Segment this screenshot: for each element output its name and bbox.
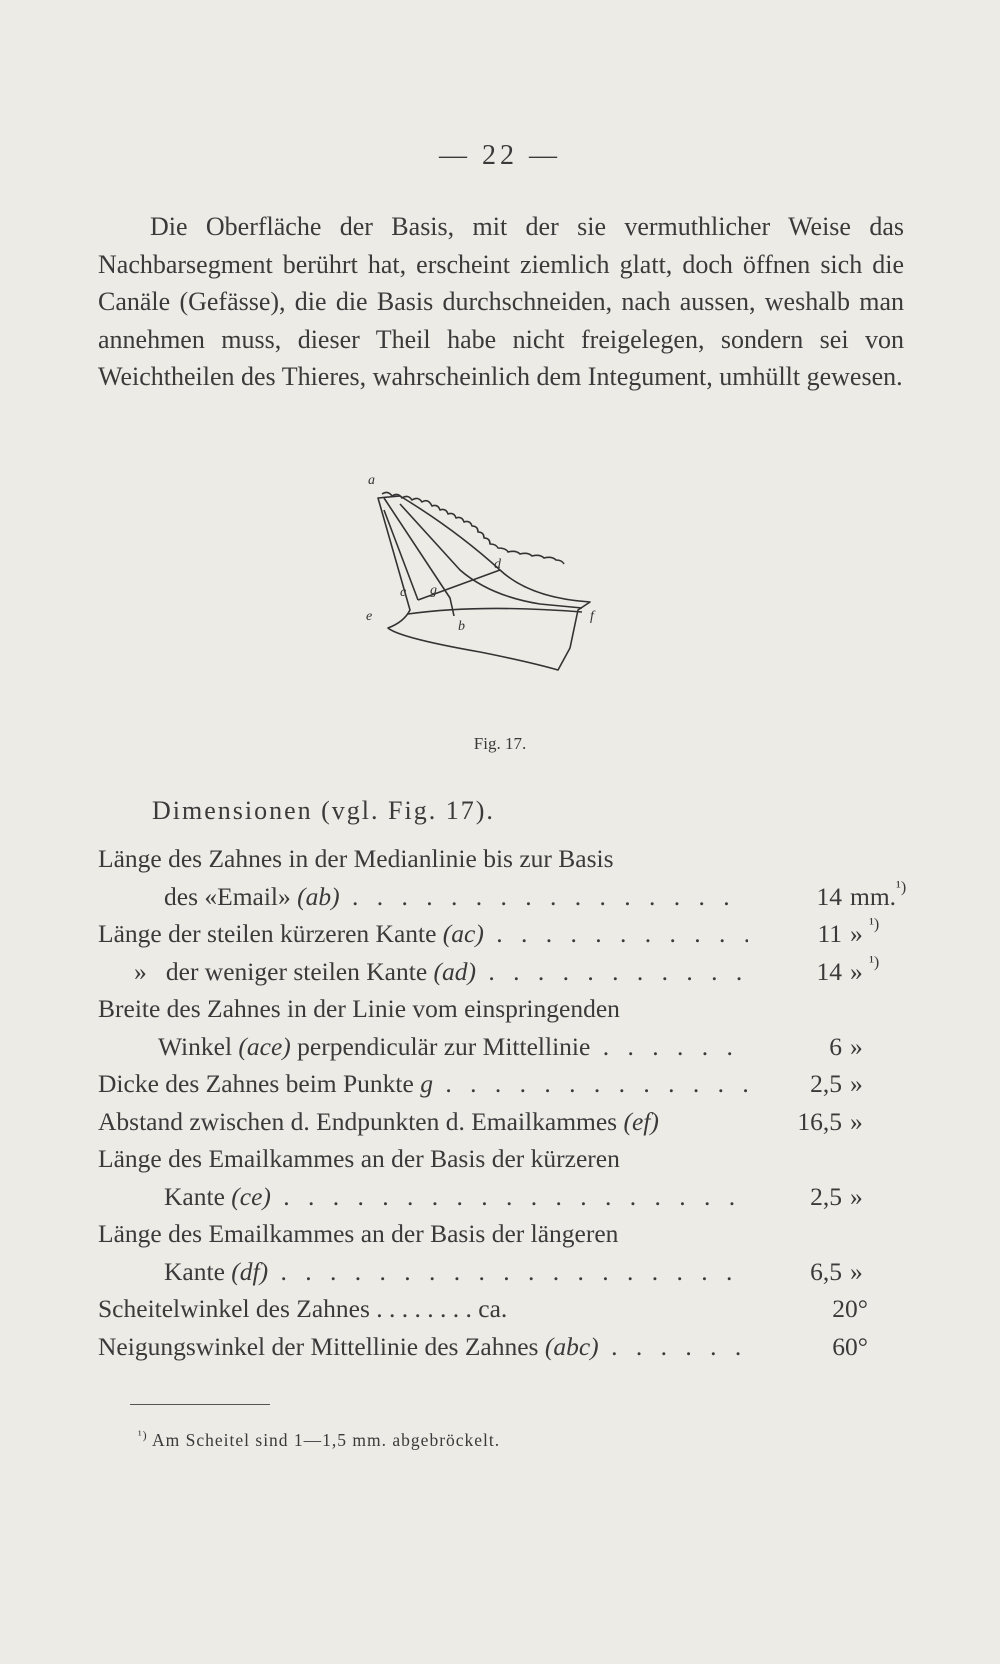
- enamel-serration: [382, 492, 564, 564]
- label-a: a: [368, 473, 375, 488]
- label-d: d: [494, 557, 501, 572]
- figure-17: [360, 470, 660, 730]
- table-row: Länge der steilen kürzeren Kante (ac) . . . 11 » $^{^1)}$: [98, 915, 908, 953]
- page-number: — 22 —: [439, 140, 561, 171]
- basis-line: [408, 608, 582, 614]
- dimensions-table: [98, 840, 908, 1365]
- figure-caption: Fig. 17.: [473, 734, 527, 753]
- table-row: Länge des Emailkammes an der Basis der längeren: [98, 1219, 619, 1248]
- table-row: Scheitelwinkel des Zahnes . . . . . . . . ca. 20°: [98, 1294, 868, 1323]
- section-heading: Dimensionen (vgl. Fig. 17).: [152, 796, 495, 825]
- table-row: » der weniger steilen Kante (ad) . . . 14 » $^{^1)}$: [98, 953, 908, 991]
- tooth-outline: [378, 496, 590, 670]
- table-row: des «Email» (ab) . . . 14 mm.$^{^1)}$: [98, 878, 908, 916]
- label-b: b: [458, 619, 465, 634]
- table-row: Winkel (ace) perpendiculär zur Mittellinie . . . 6 »: [98, 1028, 908, 1066]
- table-row: Länge des Emailkammes an der Basis der kürzeren: [98, 1144, 620, 1173]
- footnote: $^{^1)}$ Am Scheitel sind 1—1,5 mm. abgebröckelt.: [138, 1428, 501, 1450]
- label-c: c: [400, 585, 407, 600]
- table-row: Kante (ce) . . . 2,5 »: [98, 1178, 908, 1216]
- table-row: Neigungswinkel der Mittellinie des Zahnes (abc) . . . 60°: [98, 1328, 908, 1366]
- label-g: g: [430, 583, 437, 598]
- label-e: e: [366, 609, 373, 624]
- paragraph-text: Die Oberfläche der Basis, mit der sie vermuthlicher Weise das Nachbarsegment berührt hat, erscheint ziemlich glatt, doch öffnen sich die Canäle (Gefässe), die die Basis durchschneiden, nach aussen, weshalb man annehmen muss, dieser Theil habe nicht freigelegen, sondern sei von Weichtheilen des Thieres, wahrscheinlich dem Integument, umhüllt gewesen.: [98, 212, 904, 391]
- table-row: Länge des Zahnes in der Medianlinie bis zur Basis: [98, 844, 614, 873]
- label-f: f: [590, 609, 594, 624]
- body-paragraph: [98, 208, 904, 396]
- table-row: Dicke des Zahnes beim Punkte g . . . 2,5 »: [98, 1065, 908, 1103]
- table-row: Abstand zwischen d. Endpunkten d. Emailkammes (ef) 16,5 »: [98, 1106, 863, 1136]
- table-row: Breite des Zahnes in der Linie vom einspringenden: [98, 994, 620, 1023]
- tooth-diagram: [360, 470, 660, 730]
- footnote-rule: [130, 1404, 270, 1405]
- table-row: Kante (df) . . . 6,5 »: [98, 1253, 908, 1291]
